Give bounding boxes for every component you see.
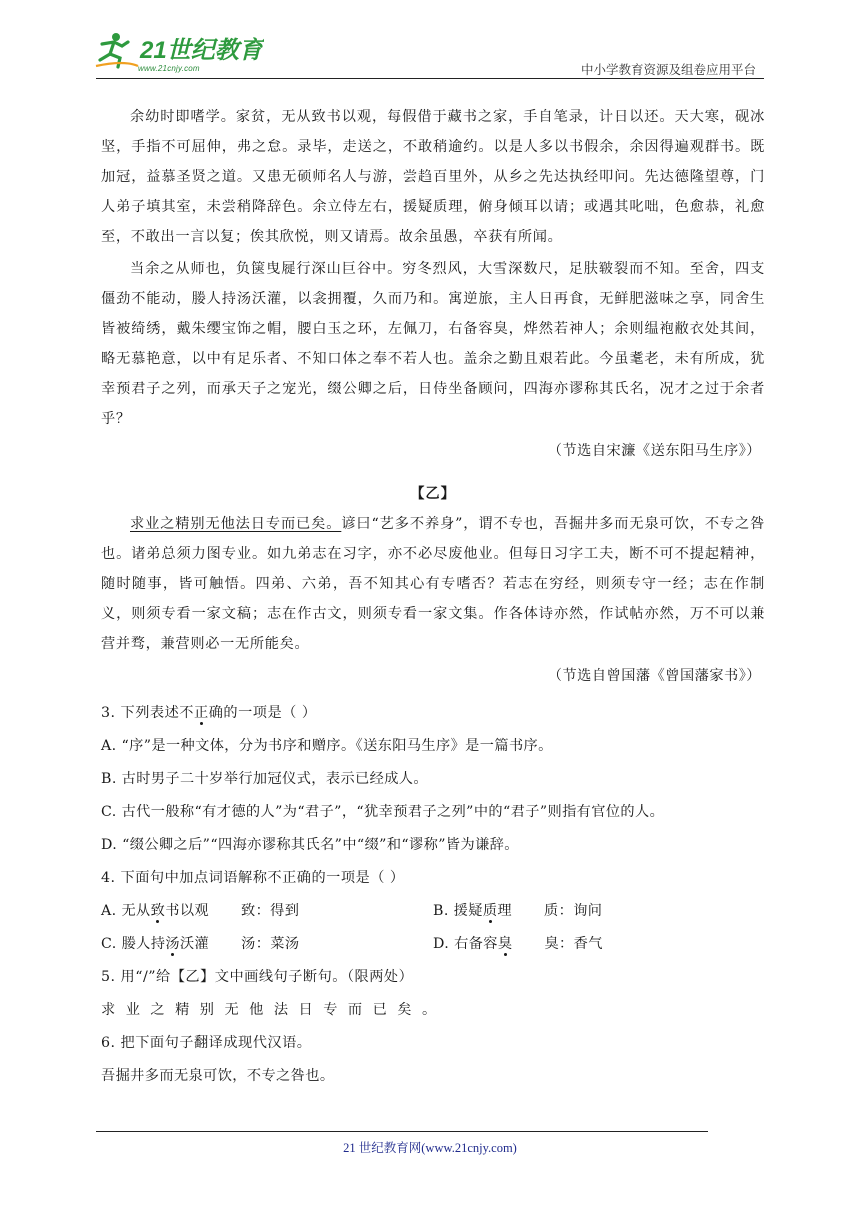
option-c-post: 沃灌 — [179, 936, 210, 952]
question-4-option-d[interactable] — [433, 928, 765, 961]
question-3-option-c[interactable]: C. 古代一般称“有才德的人”为“君子”，“犹幸预君子之列”中的“君子”则指有官位的人。 — [101, 804, 665, 820]
passage-b-title: 【乙】 — [410, 486, 456, 502]
platform-label: 中小学教育资源及组卷应用平台 — [580, 63, 756, 77]
question-4-option-c[interactable] — [101, 928, 433, 961]
option-d-dotted-word: 臭 — [497, 936, 513, 952]
option-d-pre: D. 右备容 — [433, 936, 498, 952]
passage-b-source: （节选自曾国藩《曾国藩家书》） — [547, 668, 761, 684]
header-divider — [96, 78, 764, 79]
option-a-dotted-word: 致 — [150, 903, 166, 919]
question-4-option-a[interactable] — [101, 895, 433, 928]
option-a-pre: A. 无从 — [101, 903, 151, 919]
option-c-dotted-word: 汤 — [165, 936, 180, 952]
question-4-stem: 4. 下面句中加点词语解称不正确的一项是（ ） — [101, 870, 405, 886]
passage-a-source: （节选自宋濂《送东阳马生序》） — [547, 443, 761, 459]
question-3-text-end: 确的一项是（ ） — [208, 705, 317, 721]
option-c-sentence — [101, 928, 209, 961]
question-4-option-b[interactable] — [433, 895, 765, 928]
underlined-sentence: 求业之精别无他法日专而已矣。 — [130, 516, 342, 532]
question-5-stem: 5. 用“/”给【乙】文中画线句子断句。（限两处） — [101, 969, 414, 985]
footer-link[interactable]: 21 世纪教育网(www.21cnjy.com) — [343, 1141, 517, 1155]
question-3-text: 3. 下列表述不 — [101, 705, 194, 721]
option-c-explanation: 汤：菜汤 — [241, 936, 300, 952]
question-5-sentence: 求业之精别无他法日专而已矣。 — [101, 1002, 447, 1018]
question-4-row-2 — [101, 928, 765, 961]
footer-divider — [96, 1131, 708, 1132]
passage-a-paragraph-1: 余幼时即嗜学。家贫，无从致书以观，每假借于藏书之家，手自笔录，计日以还。天大寒，砚冰坚，手指不可屈伸，弗之怠。录毕，走送之，不敢稍逾约。以是人多以书假余，余因得遍观群书。既加冠，益慕圣贤之道。又患无硕师名人与游，尝趋百里外，从乡之先达执经叩问。先达德隆望尊，门人弟子填其室，未尝稍降辞色。余立侍左右，援疑质理，俯身倾耳以请；或遇其叱咄，色愈恭，礼愈至，不敢出一言以复；俟其欣悦，则又请焉。故余虽愚，卒获有所闻。 — [101, 109, 765, 245]
question-3-option-b[interactable]: B. 古时男子二十岁举行加冠仪式，表示已经成人。 — [101, 771, 428, 787]
option-b-explanation: 质：询问 — [544, 903, 603, 919]
emphasis-dot-char: 正 — [193, 705, 209, 721]
option-d-explanation: 臭：香气 — [544, 936, 603, 952]
passage-b-paragraph — [101, 509, 765, 659]
option-b-sentence — [433, 895, 512, 928]
site-logo[interactable] — [94, 30, 264, 78]
logo-text: 21世纪教育 — [140, 37, 263, 64]
question-4-row-1 — [101, 895, 765, 928]
option-a-sentence — [101, 895, 209, 928]
question-3-option-a[interactable]: A. “序”是一种文体，分为书序和赠序。《送东阳马生序》是一篇书序。 — [101, 738, 553, 754]
passage-b-text: 谚曰“艺多不养身”，谓不专也，吾掘井多而无泉可饮，不专之咎也。诸弟总须力图专业。如九弟志在习字，亦不必尽废他业。但每日习字工夫，断不可不提起精神，随时随事，皆可触悟。四弟、六弟，吾不知其心有专嗜否？若志在穷经，则须专守一经；志在作制义，则须专看一家文稿；志在作古文，则须专看一家文集。作各体诗亦然，作试帖亦然，万不可以兼营并骛，兼营则必一无所能矣。 — [101, 516, 765, 652]
page-header — [94, 30, 764, 80]
option-a-post: 书以观 — [165, 903, 209, 919]
option-b-pre: B. 援疑 — [433, 903, 483, 919]
document-body — [101, 102, 765, 1093]
option-a-explanation: 致：得到 — [241, 903, 300, 919]
logo-tagline: www.21cnjy.com — [138, 64, 200, 73]
option-b-dotted-word: 质 — [482, 903, 498, 919]
option-c-pre: C. 媵人持 — [101, 936, 166, 952]
passage-a-paragraph-2: 当余之从师也，负箧曳屣行深山巨谷中。穷冬烈风，大雪深数尺，足肤皲裂而不知。至舍，四支僵劲不能动，媵人持汤沃灌，以衾拥覆，久而乃和。寓逆旅，主人日再食，无鲜肥滋味之享，同舍生皆被绮绣，戴朱缨宝饰之帽，腰白玉之环，左佩刀，右备容臭，烨然若神人；余则缊袍敝衣处其间，略无慕艳意，以中有足乐者、不知口体之奉不若人也。盖余之勤且艰若此。今虽耄老，未有所成，犹幸预君子之列，而承天子之宠光，缀公卿之后，日侍坐备顾问，四海亦谬称其氏名，况才之过于余者乎？ — [101, 261, 765, 427]
option-d-sentence — [433, 928, 512, 961]
question-6-stem: 6. 把下面句子翻译成现代汉语。 — [101, 1035, 312, 1051]
question-3-stem — [101, 697, 765, 730]
question-6-sentence: 吾掘井多而无泉可饮，不专之咎也。 — [101, 1068, 335, 1084]
option-b-post: 理 — [497, 903, 513, 919]
question-3-option-d[interactable]: D. “缀公卿之后”“四海亦谬称其氏名”中“缀”和“谬称”皆为谦辞。 — [101, 837, 519, 853]
